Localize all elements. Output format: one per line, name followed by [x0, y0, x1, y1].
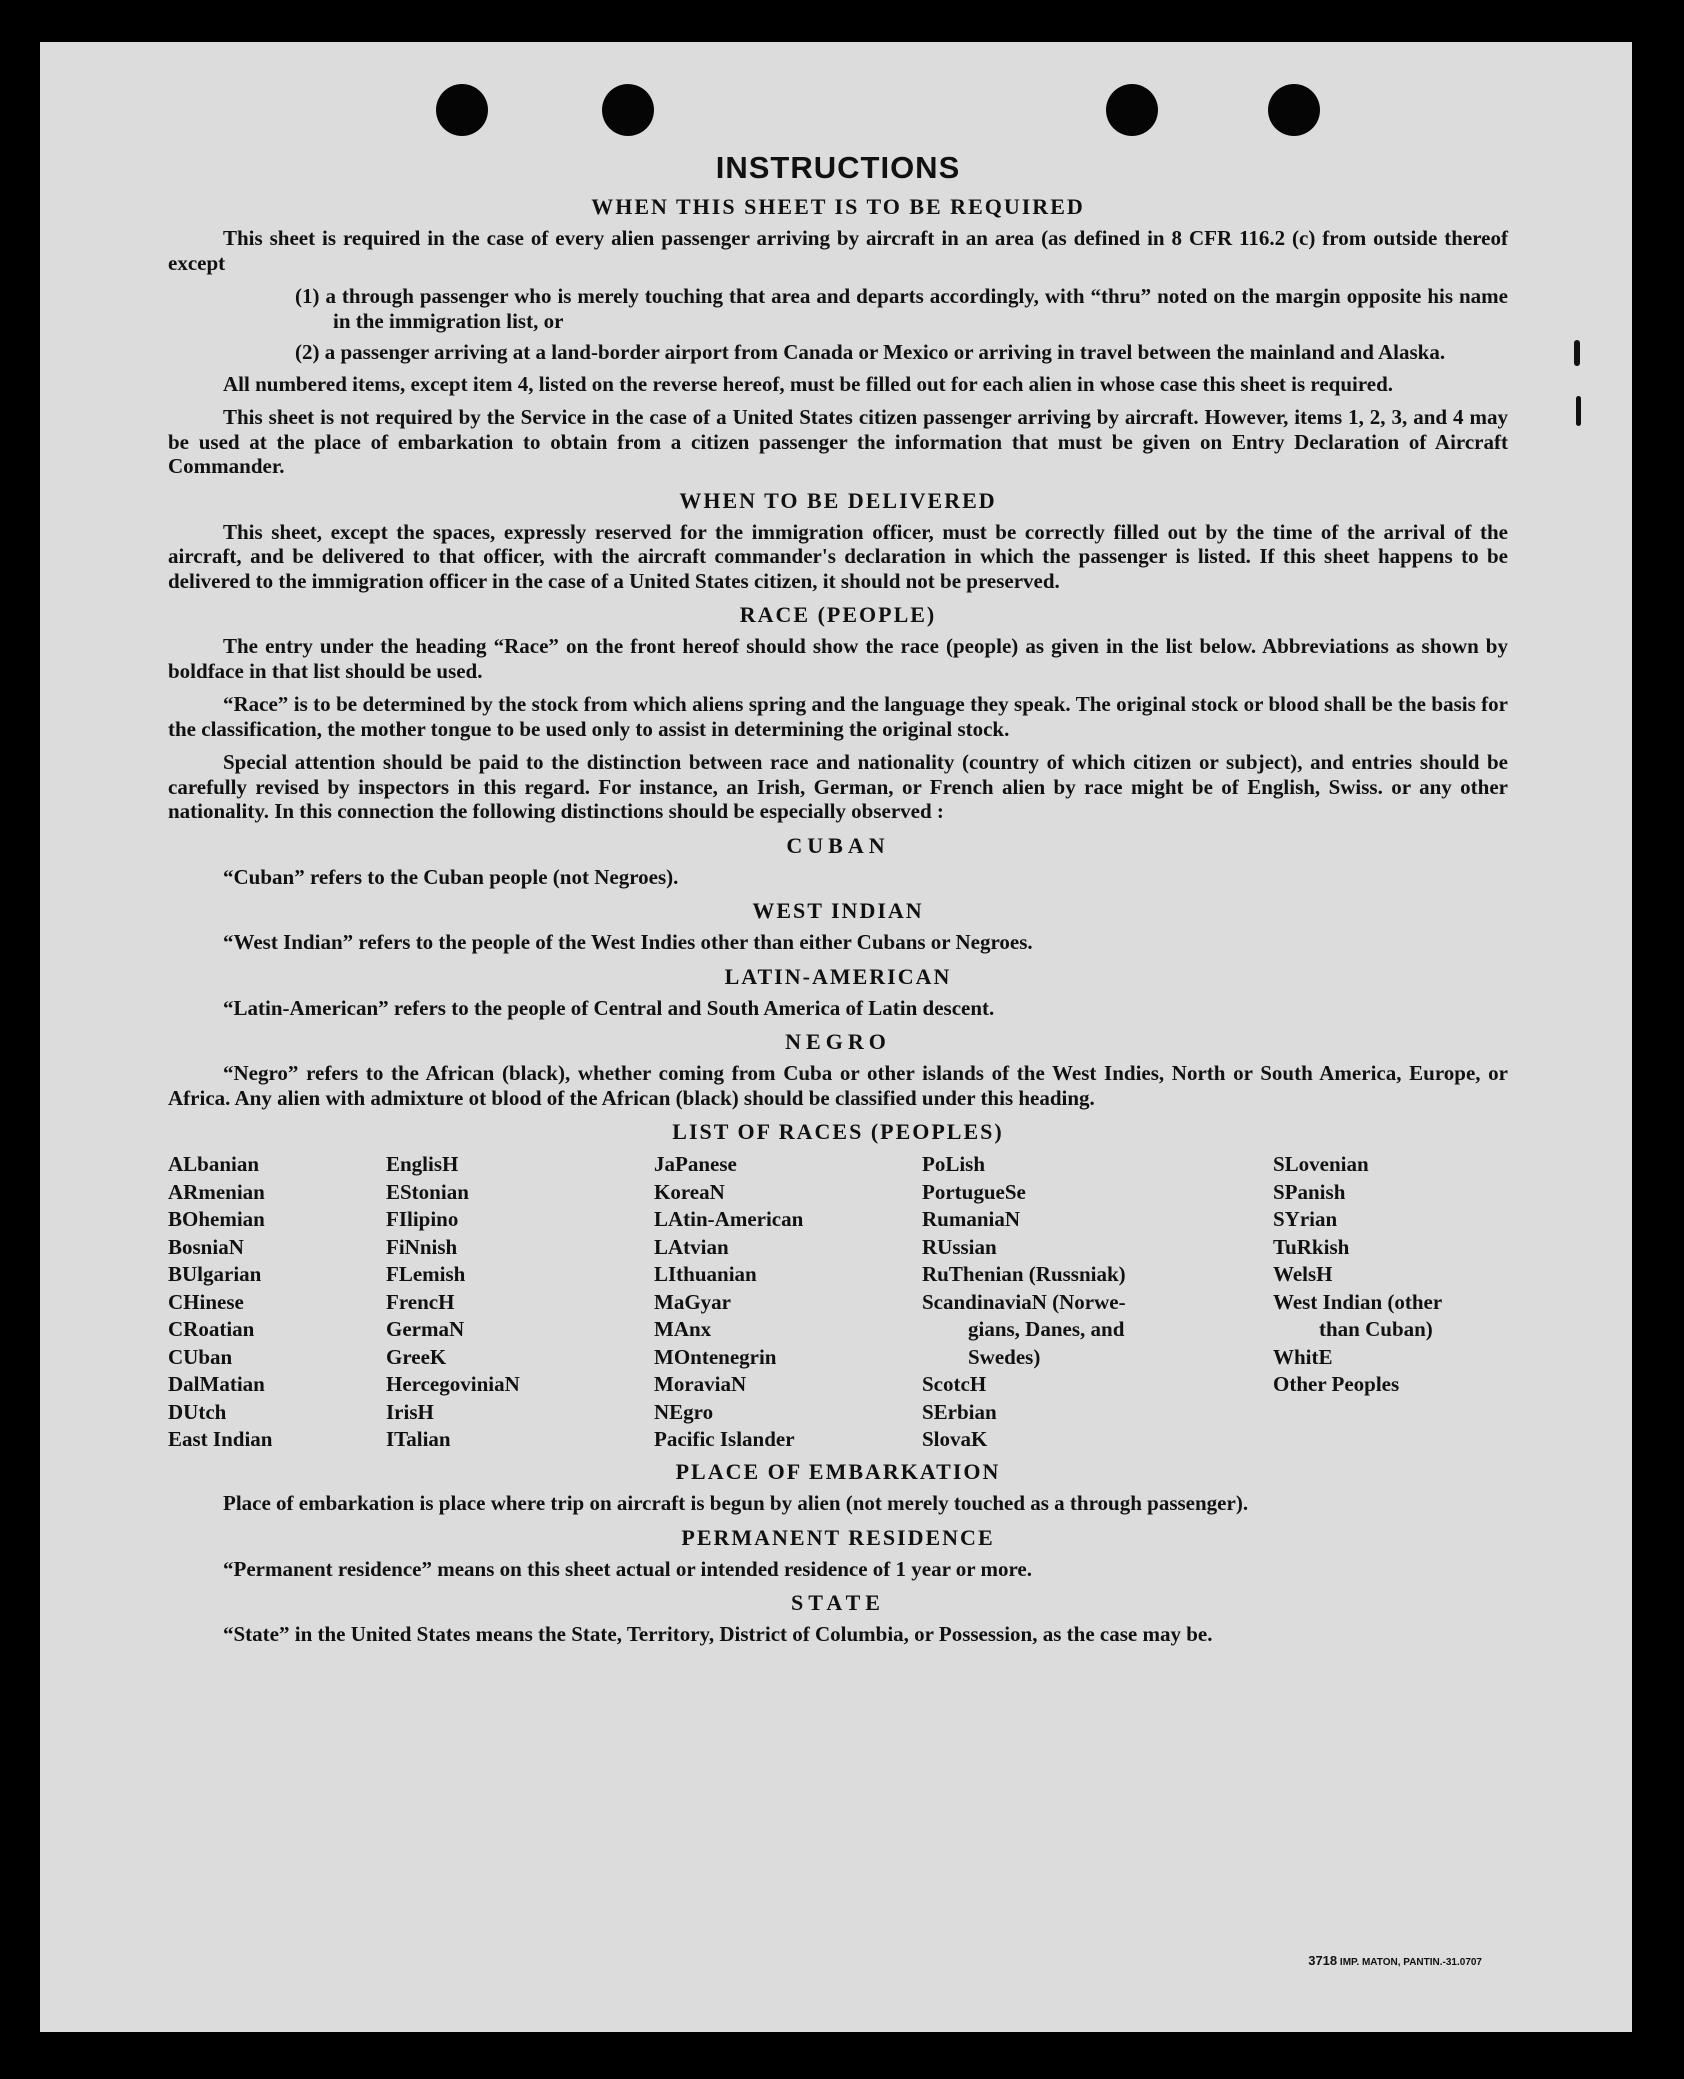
paragraph: “State” in the United States means the State, Territory, District of Columbia, or Possession, as the case may be.: [223, 1622, 1213, 1646]
race-entry: GreeK: [386, 1344, 447, 1369]
race-entry: MAnx: [654, 1317, 712, 1341]
race-entry: KoreaN: [654, 1179, 725, 1204]
paragraph: “Permanent residence” means on this sheet actual or intended residence of 1 year or more.: [223, 1556, 1032, 1581]
race-entry: West Indian (other: [1273, 1289, 1443, 1314]
race-entry: PoLish: [922, 1152, 986, 1176]
race-entry: SlovaK: [922, 1427, 988, 1451]
race-entry: SPanish: [1273, 1179, 1346, 1204]
races-list: [168, 1151, 1508, 1451]
section-heading-race: RACE (PEOPLE): [739, 602, 937, 627]
race-entry: FiNnish: [386, 1234, 458, 1259]
races-column: [654, 1151, 803, 1454]
printer-name: IMP. MATON, PANTIN.-31.0707: [1339, 1957, 1482, 1968]
race-entry: RumaniaN: [922, 1207, 1021, 1231]
race-entry: WhitE: [1273, 1344, 1333, 1369]
race-entry: NEgro: [654, 1399, 714, 1424]
races-column: [386, 1151, 520, 1454]
race-entry: SLovenian: [1273, 1152, 1369, 1176]
margin-mark: [1576, 396, 1581, 426]
races-column: [168, 1151, 272, 1454]
paragraph: “Race” is to be determined by the stock from which aliens spring and the language they speak. The original stock or blood shall be the basis for the classification, the mother tongue to be used only to assist in determining the original stock.: [168, 692, 1508, 741]
race-entry: LIthuanian: [654, 1262, 757, 1286]
section-heading-list-of-races: LIST OF RACES (PEOPLES): [672, 1119, 1004, 1144]
document-page: [40, 42, 1632, 2032]
race-entry: MaGyar: [654, 1289, 731, 1314]
race-entry: MOntenegrin: [654, 1344, 777, 1369]
section-heading-when-required: WHEN THIS SHEET IS TO BE REQUIRED: [591, 194, 1085, 219]
race-entry: East Indian: [168, 1427, 273, 1451]
race-entry: Pacific Islander: [654, 1427, 795, 1451]
section-heading-when-delivered: WHEN TO BE DELIVERED: [679, 487, 997, 513]
race-entry: CRoatian: [168, 1317, 255, 1341]
race-entry: EnglisH: [386, 1152, 459, 1176]
paragraph: Special attention should be paid to the distinction between race and nationality (country of which citizen or subject), and entries should be carefully revised by inspectors in this regard. For instance, an Irish, German, or French alien by race might be of English, Swiss. or any other nationality. In this connection the following distinctions should be especially observed :: [168, 750, 1508, 823]
section-heading-west-indian: WEST INDIAN: [752, 898, 924, 923]
paragraph: Place of embarkation is place where trip on aircraft is begun by alien (not merely touched as a through passenger).: [223, 1491, 1249, 1515]
race-entry: ARmenian: [168, 1179, 265, 1204]
race-entry: GermaN: [386, 1317, 465, 1341]
race-entry: RUssian: [922, 1234, 997, 1259]
race-entry: than Cuban): [1319, 1317, 1433, 1341]
section-heading-permanent-residence: PERMANENT RESIDENCE: [681, 1524, 995, 1550]
race-entry: ALbanian: [168, 1152, 260, 1176]
race-entry: IrisH: [386, 1399, 434, 1424]
section-heading-state: STATE: [791, 1590, 885, 1615]
paragraph: “Negro” refers to the African (black), whether coming from Cuba or other islands of the West Indies, North or South America, Europe, or Africa. Any alien with admixture ot blood of the African (black) should be classified under this heading.: [168, 1061, 1508, 1110]
race-entry: RuThenian (Russniak): [922, 1262, 1126, 1286]
race-entry: DUtch: [168, 1399, 227, 1424]
race-entry: LAtvian: [654, 1234, 729, 1259]
race-entry: PortugueSe: [922, 1179, 1026, 1204]
printer-imprint: [1308, 1953, 1482, 1968]
race-entry: LAtin-American: [654, 1207, 804, 1231]
race-entry: FrencH: [386, 1289, 455, 1314]
section-heading-cuban: CUBAN: [786, 832, 890, 858]
races-column: [922, 1151, 1126, 1454]
exception-item: (2) a passenger arriving at a land-border airport from Canada or Mexico or arriving in travel between the mainland and Alaska.: [295, 340, 1446, 364]
race-entry: SErbian: [922, 1399, 997, 1424]
section-heading-latin-american: LATIN-AMERICAN: [724, 963, 952, 989]
race-entry: CHinese: [168, 1289, 244, 1314]
race-entry: Other Peoples: [1273, 1372, 1400, 1396]
race-entry: FLemish: [386, 1262, 466, 1286]
race-entry: HercegoviniaN: [386, 1372, 520, 1396]
paragraph: “Cuban” refers to the Cuban people (not Negroes).: [223, 864, 679, 889]
race-entry: TuRkish: [1273, 1234, 1350, 1259]
race-entry: DalMatian: [168, 1372, 265, 1396]
race-entry: MoraviaN: [654, 1372, 747, 1396]
race-entry: ScandinaviaN (Norwe-: [922, 1289, 1126, 1314]
race-entry: BosniaN: [168, 1234, 244, 1259]
paragraph: This sheet, except the spaces, expressly reserved for the immigration officer, must be correctly filled out by the time of the arrival of the aircraft, and be delivered to that officer, with the aircraft commander's declaration in which the passenger is listed. If this sheet happens to be delivered to the immigration officer in the case of a United States citizen, it should not be preserved.: [168, 519, 1508, 593]
paragraph: “West Indian” refers to the people of the West Indies other than either Cubans or Negroes.: [223, 930, 1033, 954]
race-entry: ScotcH: [922, 1372, 987, 1396]
paragraph: This sheet is not required by the Service in the case of a United States citizen passenger arriving by aircraft. However, items 1, 2, 3, and 4 may be used at the place of embarkation to obtain from a citizen passenger the information that must be given on Entry Declaration of Aircraft Commander.: [168, 405, 1508, 478]
race-entry: BUlgarian: [168, 1262, 262, 1286]
race-entry: BOhemian: [168, 1207, 265, 1231]
race-entry: CUban: [168, 1344, 233, 1369]
section-heading-negro: NEGRO: [785, 1029, 891, 1054]
paragraph: The entry under the heading “Race” on the front hereof should show the race (people) as given in the list below. Abbreviations as shown by boldface in that list should be used.: [168, 634, 1508, 683]
form-number: 3718: [1308, 1953, 1338, 1968]
paragraph: All numbered items, except item 4, listed on the reverse hereof, must be filled out for each alien in whose case this sheet is required.: [223, 371, 1394, 396]
race-entry: gians, Danes, and: [968, 1317, 1125, 1341]
races-column: [1273, 1151, 1442, 1399]
race-entry: SYrian: [1273, 1207, 1338, 1231]
section-heading-place-of-embarkation: PLACE OF EMBARKATION: [675, 1459, 1001, 1484]
race-entry: Swedes): [968, 1344, 1041, 1369]
race-entry: JaPanese: [654, 1152, 737, 1176]
page-title: INSTRUCTIONS: [715, 150, 961, 185]
race-entry: WelsH: [1273, 1262, 1333, 1286]
paragraph: This sheet is required in the case of every alien passenger arriving by aircraft in an area (as defined in 8 CFR 116.2 (c) from outside thereof except: [168, 226, 1508, 275]
paragraph: “Latin-American” refers to the people of Central and South America of Latin descent.: [223, 995, 995, 1020]
instructions-content: [168, 102, 1508, 1656]
margin-mark: [1574, 340, 1580, 366]
race-entry: EStonian: [386, 1179, 469, 1204]
race-entry: ITalian: [386, 1427, 451, 1451]
race-entry: FIlipino: [386, 1207, 459, 1231]
exception-item: (1) a through passenger who is merely touching that area and departs accordingly, with “thru” noted on the margin opposite his name in the immigration list, or: [295, 284, 1508, 333]
